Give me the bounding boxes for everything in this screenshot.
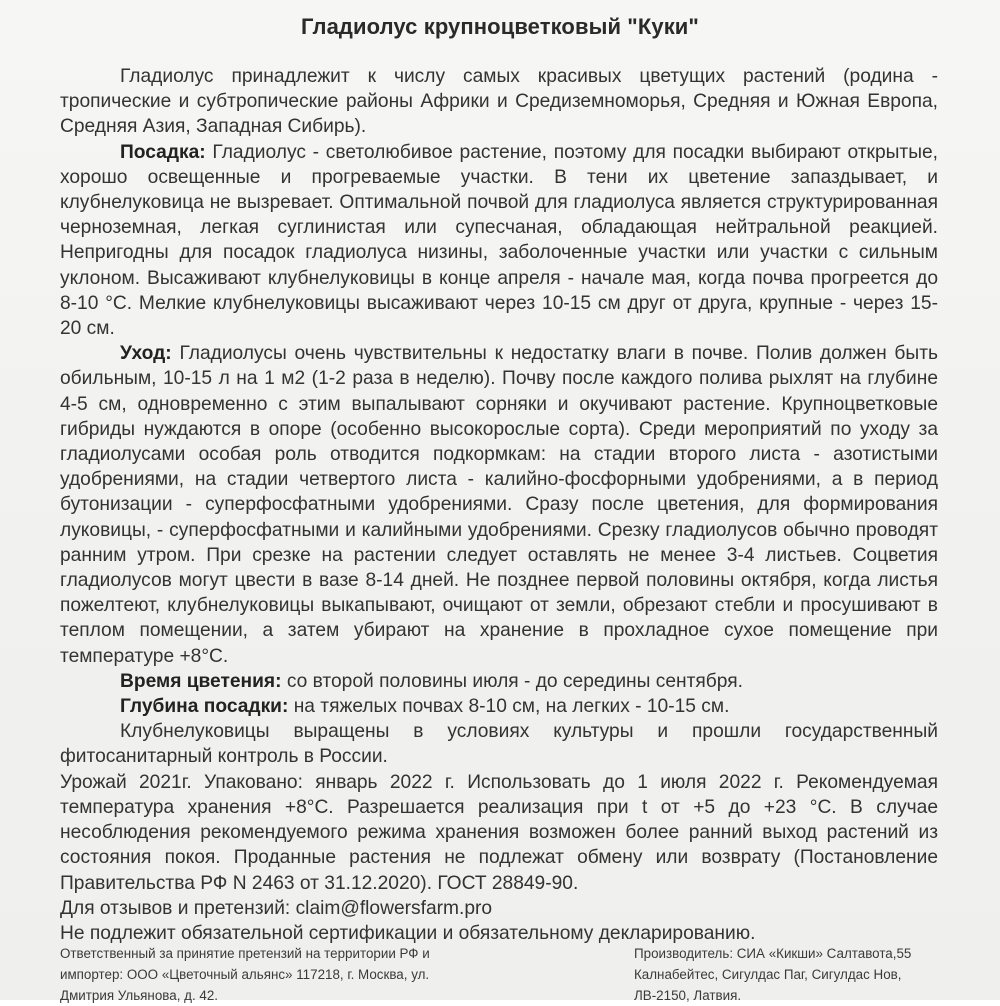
page-title: Гладиолус крупноцветковый "Куки" [301, 14, 699, 39]
depth-paragraph [60, 694, 938, 719]
planting-paragraph [60, 140, 938, 342]
intro-paragraph: Гладиолус принадлежит к числу самых красивых цветущих растений (родина - тропические и субтропические районы Африки и Средиземноморья, Средняя и Южная Европа, Средняя Азия, Западная Сибирь). [60, 66, 938, 138]
care-text: Гладиолусы очень чувствительны к недостатку влаги в почве. Полив должен быть обильным, 10-15 л на 1 м2 (1-2 раза в неделю). Почву после каждого полива рыхлят на глубине 4-5 см, одновременно с этим выпалывают сорняки и окучивают растение. Крупноцветковые гибриды нуждаются в опоре (особенно высокорослые сорта). Среди мероприятий по уходу за гладиолусами особая роль отводится подкормкам: на стадии второго листа - азотистыми удобрениями, на стадии четвертого листа - калийно-фосфорными удобрениями, а в период бутонизации - суперфосфатными удобрениями. Сразу после цветения, для формирования луковицы, - суперфосфатными и калийными удобрениями. Срезку гладиолусов обычно проводят ранним утром. При срезке на растении следует оставлять не менее 3-4 листьев. Соцветия гладиолусов могут цвести в вазе 8-14 дней. Не позднее первой половины октября, когда листья пожелтеют, клубнелуковицы выкапывают, очищают от земли, обрезают стебли и просушивают в теплом помещении, а затем убирают на хранение в прохладное сухое помещение при температуре +8°С. [60, 343, 938, 667]
bloom-label: Время цветения: [120, 670, 282, 692]
care-paragraph [60, 341, 938, 669]
storage-paragraph: Урожай 2021г. Упаковано: январь 2022 г. Использовать до 1 июля 2022 г. Рекомендуемая температура хранения +8°С. Разрешается реализация при t от +5 до +23 °С. В случае несоблюдения рекомендуемого режима хранения возможен более ранний выход растений из состояния покоя. Проданные растения не подлежат обмену или возврату (Постановление Правительства РФ N 2463 от 31.12.2020). ГОСТ 28849-90. [60, 771, 938, 894]
feedback-line: Для отзывов и претензий: claim@flowersfarm.pro [60, 897, 493, 919]
certification-line: Не подлежит обязательной сертификации и обязательному декларированию. [60, 922, 756, 944]
bloom-text: со второй половины июля - до середины сентября. [281, 670, 743, 692]
depth-label: Глубина посадки: [120, 696, 289, 718]
planting-text: Гладиолус - светолюбивое растение, поэтому для посадки выбирают открытые, хорошо освещенные и прогреваемые участки. В тени их цветение запаздывает, и клубнелуковица не вызревает. Оптимальной почвой для гладиолуса является структурированная черноземная, легкая суглинистая или супесчаная, обладающая нейтральной реакцией. Непригодны для посадок гладиолуса низины, заболоченные участки или участки с сильным уклоном. Высаживают клубнелуковицы в конце апреля - начале мая, когда почва прогреется до 8-10 °С. Мелкие клубнелуковицы высаживают через 10-15 см друг от друга, крупные - через 15-20 см. [60, 141, 938, 340]
control-paragraph: Клубнелуковицы выращены в условиях культуры и прошли государственный фитосанитарный контроль в России. [60, 721, 938, 768]
planting-label: Посадка: [120, 141, 206, 163]
depth-text: на тяжелых почвах 8-10 см, на легких - 10-15 см. [288, 696, 730, 718]
care-label: Уход: [120, 343, 172, 365]
main-text [60, 64, 938, 946]
manufacturer-info: Производитель: СИА «Кикши» Салтавота,55 Калнабейтес, Сигулдас Паг, Сигулдас Нов, ЛВ-2150, Латвия. [634, 946, 912, 1003]
bloom-paragraph [60, 669, 938, 694]
importer-info: Ответственный за принятие претензий на территории РФ и импортер: ООО «Цветочный альянс» 117218, г. Москва, ул. Дмитрия Ульянова, д. 42. [60, 946, 430, 1003]
